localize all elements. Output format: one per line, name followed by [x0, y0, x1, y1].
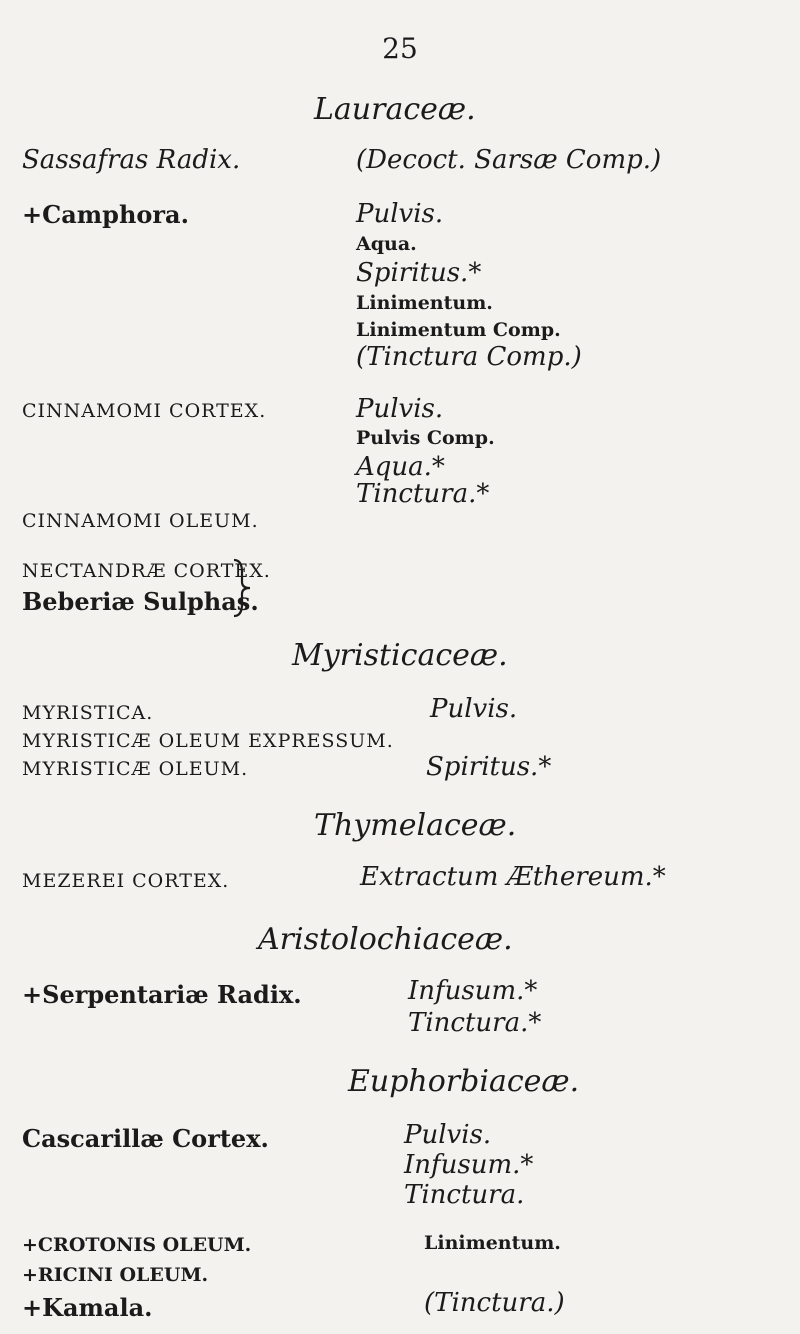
drug-crotonis-oleum: +CROTONIS OLEUM.	[22, 1234, 252, 1256]
drug-ricini-oleum: +RICINI OLEUM.	[22, 1264, 209, 1286]
prep-cinnamomi-tinctura: Tinctura.*	[356, 479, 490, 509]
drug-nectandrae-cortex: NECTANDRÆ CORTEX.	[22, 560, 271, 582]
prep-camphora-linimentum: Linimentum.	[356, 292, 493, 314]
prep-decoct-sarsae-comp: (Decoct. Sarsæ Comp.)	[356, 145, 662, 175]
drug-serpentariae-radix: +Serpentariæ Radix.	[22, 980, 302, 1009]
prep-cascarillae-pulvis: Pulvis.	[404, 1120, 492, 1150]
drug-myristica: MYRISTICA.	[22, 702, 154, 724]
prep-cinnamomi-aqua: Aqua.*	[356, 452, 445, 482]
family-heading-euphorbiaceae: Euphorbiaceæ.	[348, 1064, 580, 1099]
prep-cinnamomi-pulvis: Pulvis.	[356, 394, 444, 424]
drug-sassafras-radix: Sassafras Radix.	[22, 145, 241, 175]
prep-myristicae-spiritus: Spiritus.*	[426, 752, 552, 782]
family-heading-lauraceae: Lauraceæ.	[314, 92, 476, 127]
drug-cinnamomi-oleum: CINNAMOMI OLEUM.	[22, 510, 259, 532]
prep-myristica-pulvis: Pulvis.	[430, 694, 518, 724]
prep-crotonis-linimentum: Linimentum.	[424, 1232, 561, 1254]
drug-myristicae-oleum-expressum: MYRISTICÆ OLEUM EXPRESSUM.	[22, 730, 394, 752]
prep-camphora-tinctura-comp: (Tinctura Comp.)	[356, 342, 582, 372]
drug-beberiae-sulphas: Beberiæ Sulphas.	[22, 587, 259, 616]
drug-kamala: +Kamala.	[22, 1293, 153, 1322]
prep-camphora-spiritus: Spiritus.*	[356, 258, 482, 288]
prep-camphora-pulvis: Pulvis.	[356, 199, 444, 229]
drug-myristicae-oleum: MYRISTICÆ OLEUM.	[22, 758, 249, 780]
page-number: 25	[382, 32, 418, 65]
family-heading-myristicaceae: Myristicaceæ.	[292, 638, 508, 673]
prep-serpentariae-tinctura: Tinctura.*	[408, 1008, 542, 1038]
prep-cinnamomi-pulvis-comp: Pulvis Comp.	[356, 427, 495, 449]
drug-camphora: +Camphora.	[22, 200, 189, 229]
family-heading-thymelaceae: Thymelaceæ.	[314, 808, 517, 843]
prep-cascarillae-infusum: Infusum.*	[404, 1150, 534, 1180]
family-heading-aristolochiaceae: Aristolochiaceæ.	[258, 922, 513, 957]
prep-kamala-tinctura: (Tinctura.)	[424, 1288, 565, 1318]
prep-serpentariae-infusum: Infusum.*	[408, 976, 538, 1006]
drug-cascarillae-cortex: Cascarillæ Cortex.	[22, 1124, 269, 1153]
drug-cinnamomi-cortex: CINNAMOMI CORTEX.	[22, 400, 267, 422]
brace-icon	[230, 558, 254, 618]
drug-mezerei-cortex: MEZEREI CORTEX.	[22, 870, 230, 892]
prep-mezerei-extractum-aethereum: Extractum Æthereum.*	[360, 862, 666, 892]
prep-camphora-aqua: Aqua.	[356, 233, 417, 255]
prep-cascarillae-tinctura: Tinctura.	[404, 1180, 525, 1210]
prep-camphora-linimentum-comp: Linimentum Comp.	[356, 319, 561, 341]
